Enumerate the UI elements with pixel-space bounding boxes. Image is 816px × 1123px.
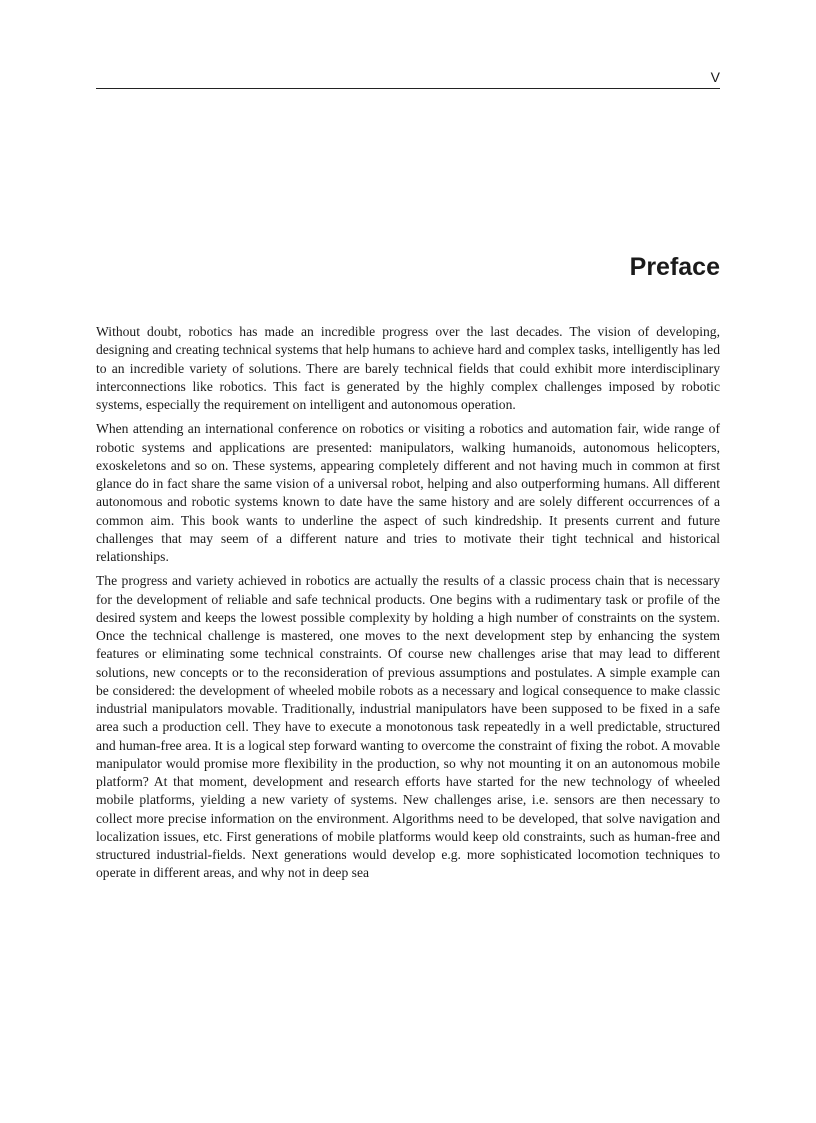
page-number: V	[710, 69, 720, 85]
paragraph-1: Without doubt, robotics has made an incredible progress over the last decades. The vision of developing, designing and creating technical systems that help humans to achieve hard and complex tasks, intelligently has led to an incredible variety of solutions. There are barely technical fields that could exhibit more interdisciplinary interconnections like robotics. This fact is generated by the highly complex challenges imposed by robotic systems, especially the requirement on intelligent and autonomous operation.	[96, 324, 720, 412]
paragraph-2: When attending an international conference on robotics or visiting a robotics and automation fair, wide range of robotic systems and applications are presented: manipulators, walking humanoids, autonomous helicopters, exoskeletons and so on. These systems, appearing completely different and not having much in common at first glance do in fact share the same vision of a universal robot, helping and also outperforming humans. All different autonomous and robotic systems known to date have the same history and are solely different occurrences of a common aim. This book wants to underline the aspect of such kindredship. It presents current and future challenges that may seem of a different nature and tries to motivate their tight technical and historical relationships.	[96, 421, 720, 564]
header-rule	[96, 88, 720, 89]
chapter-title: Preface	[629, 253, 720, 281]
paragraph-3: The progress and variety achieved in robotics are actually the results of a classic process chain that is necessary for the development of reliable and safe technical products. One begins with a rudimentary task or profile of the desired system and keeps the lowest possible complexity by holding a high number of constraints on the system. Once the technical challenge is mastered, one moves to the next development step by enhancing the system features or eliminating some technical constraints. Of course new challenges arise that may lead to different solutions, new concepts or to the reconsideration of previous assumptions and postulates. A simple example can be considered: the development of wheeled mobile robots as a necessary and logical consequence to make classic industrial manipulators movable. Traditionally, industrial manipulators have been supposed to be fixed in a safe area such a production cell. They have to execute a monotonous task repeatedly in a well predictable, structured and human-free area. It is a logical step forward wanting to overcome the constraint of fixing the robot. A movable manipulator would promise more flexibility in the production, so why not mounting it on an autonomous mobile platform? At that moment, development and research efforts have started for the new technology of wheeled mobile platforms, yielding a new variety of systems. New challenges arise, i.e. sensors are then necessary to collect more precise information on the environment. Algorithms need to be developed, that solve navigation and localization issues, etc. First generations of mobile platforms would keep old constraints, such as human-free and structured industrial-fields. Next generations would develop e.g. more sophisticated locomotion techniques to operate in different areas, and why not in deep sea	[96, 573, 720, 881]
body-text	[96, 323, 720, 883]
